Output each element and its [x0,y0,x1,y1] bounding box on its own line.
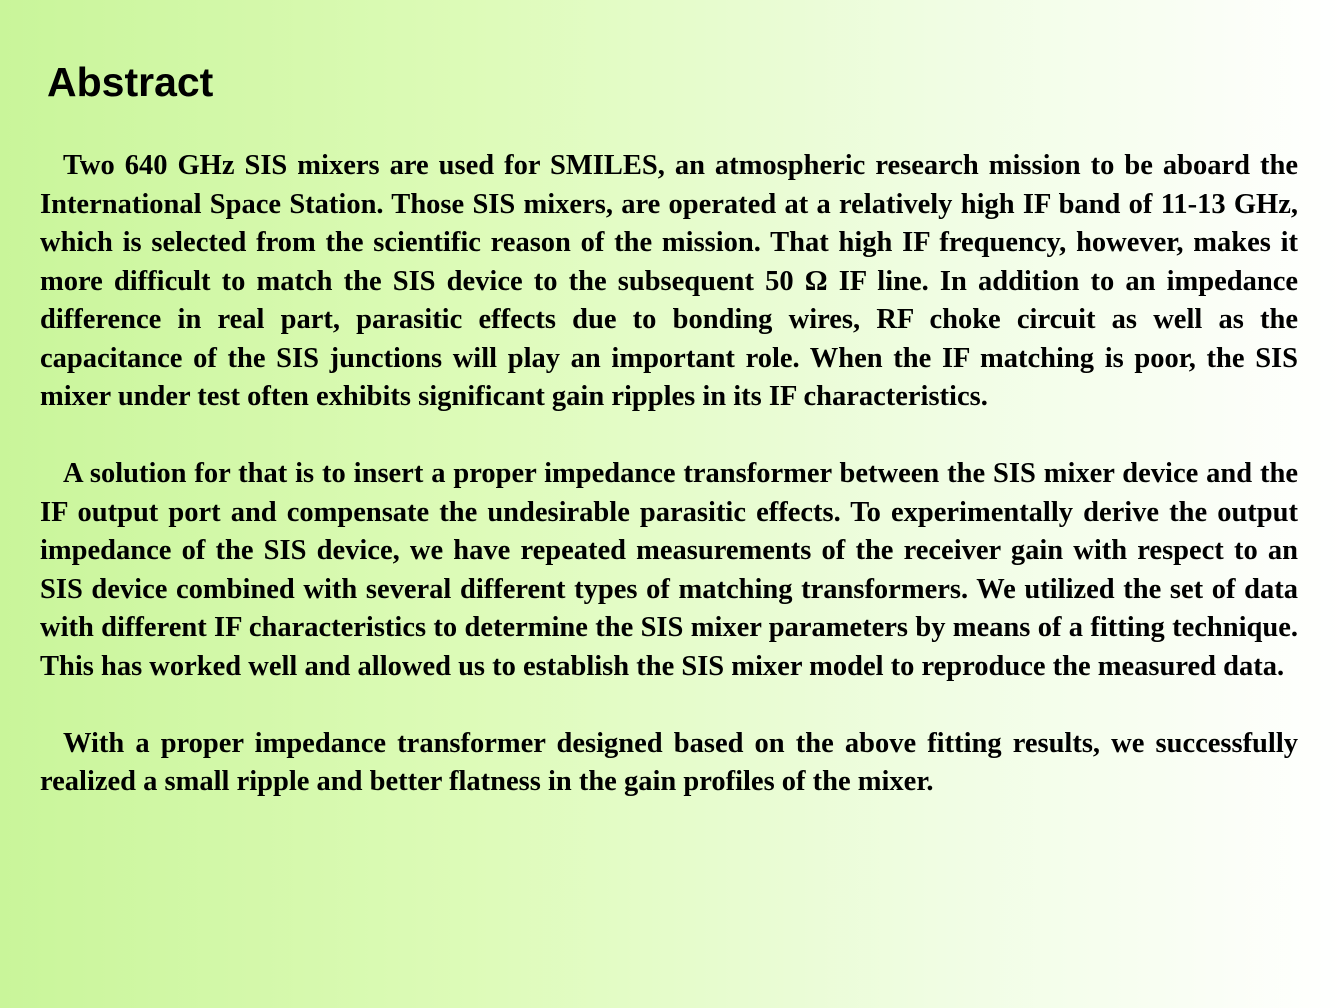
abstract-paragraph-3: With a proper impedance transformer designed based on the above fitting results, we successfully realized a small ripple and better flatness in the gain profiles of the mixer. [40,727,1298,797]
abstract-body [40,147,1298,840]
abstract-paragraph-1: Two 640 GHz SIS mixers are used for SMILES, an atmospheric research mission to be aboard the International Space Station. Those SIS mixers, are operated at a relatively high IF band of 11-13 GHz, which is selected from the scientific reason of the mission. That high IF frequency, however, makes it more difficult to match the SIS device to the subsequent 50 Ω IF line. In addition to an impedance difference in real part, parasitic effects due to bonding wires, RF choke circuit as well as the capacitance of the SIS junctions will play an important role. When the IF matching is poor, the SIS mixer under test often exhibits significant gain ripples in its IF characteristics. [40,150,1298,412]
abstract-paragraph-2: A solution for that is to insert a proper impedance transformer between the SIS mixer device and the IF output port and compensate the undesirable parasitic effects. To experimentally derive the output impedance of the SIS device, we have repeated measurements of the receiver gain with respect to an SIS device combined with several different types of matching transformers. We utilized the set of data with different IF characteristics to determine the SIS mixer parameters by means of a fitting technique. This has worked well and allowed us to establish the SIS mixer model to reproduce the measured data. [40,458,1298,682]
page-title: Abstract [47,59,214,105]
